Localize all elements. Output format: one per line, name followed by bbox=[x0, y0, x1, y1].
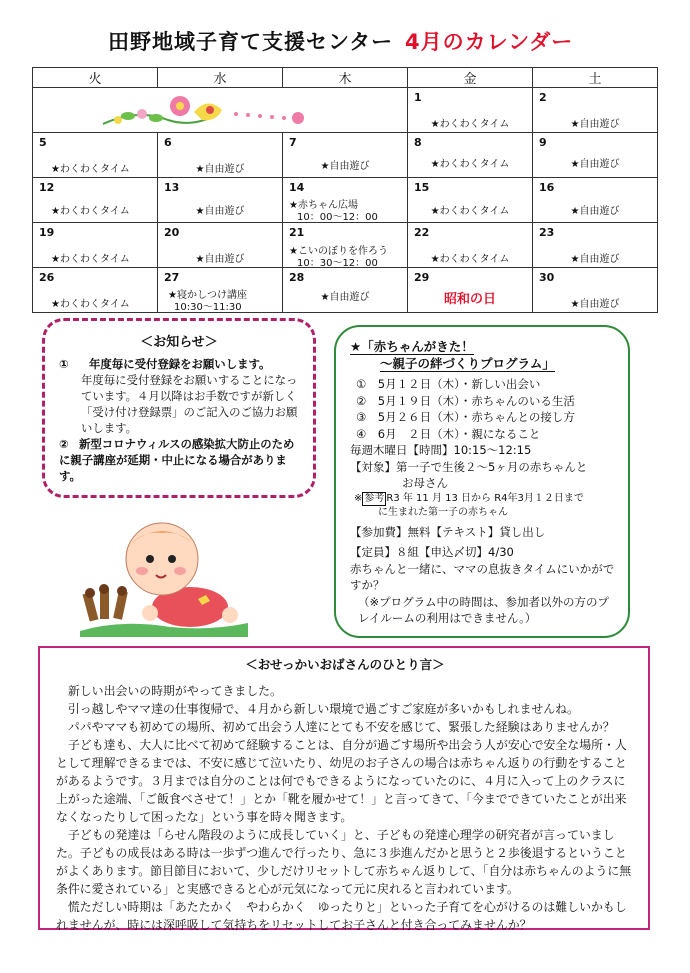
flower-vine-illustration bbox=[98, 90, 328, 130]
essay-paragraph: 慌ただしい時期は「あたたかく やわらかく ゆったりと」といった子育てを心がけるのは難しいかもしれませんが、時には深呼吸して気持ちをリセットしてお子さんと付き合ってみませんか？ bbox=[56, 900, 627, 932]
weekday-sat: 土 bbox=[533, 68, 658, 88]
day-event-time: 10:30～11:30 bbox=[174, 302, 242, 313]
calendar-day-cell bbox=[158, 178, 283, 223]
notice-item-body: 年度毎に受付登録をお願いすることになっています。４月以降はお手数ですが新しく「受け付け登録票」のご記入のご協力お願いします。 bbox=[81, 373, 298, 435]
program-schedule: 毎週木曜日【時間】10:15～12:15 bbox=[350, 443, 532, 457]
calendar-week-row bbox=[33, 268, 658, 313]
holiday-label: 昭和の日 bbox=[443, 292, 496, 307]
day-event-time: 10：00～12：00 bbox=[297, 212, 378, 223]
notice-item-registration bbox=[59, 356, 299, 436]
notice-item-covid bbox=[59, 436, 299, 484]
calendar-day-cell bbox=[283, 268, 408, 313]
day-event: ★わくわくタイム bbox=[430, 206, 510, 217]
notice-item-body: 新型コロナウィルスの感染拡大防止のために親子講座が延期・中止になる場合があります。 bbox=[59, 437, 295, 483]
calendar-day-cell bbox=[33, 178, 158, 223]
notice-item-number: ② bbox=[59, 437, 69, 451]
calendar-week-row bbox=[33, 178, 658, 223]
calendar-day-cell bbox=[158, 268, 283, 313]
calendar-day-cell bbox=[533, 133, 658, 178]
notice-item-heading: 年度毎に受付登録をお願いします。 bbox=[89, 357, 271, 371]
day-event: ★自由遊び bbox=[320, 292, 370, 303]
day-number: 30 bbox=[539, 271, 555, 284]
notice-box bbox=[42, 318, 316, 498]
day-event: ★わくわくタイム bbox=[51, 254, 130, 265]
weekday-thu: 木 bbox=[283, 68, 408, 88]
calendar-day-cell bbox=[158, 223, 283, 268]
day-event: ★自由遊び bbox=[320, 161, 370, 172]
day-number: 7 bbox=[289, 136, 297, 149]
calendar-day-cell bbox=[408, 88, 533, 133]
page-header bbox=[0, 26, 690, 60]
calendar-day-cell bbox=[408, 178, 533, 223]
calendar-day-cell bbox=[283, 178, 408, 223]
calendar-day-cell bbox=[33, 133, 158, 178]
day-event: ★わくわくタイム bbox=[51, 206, 130, 217]
calendar-title: 4月のカレンダー bbox=[405, 30, 574, 54]
calendar-day-cell bbox=[283, 223, 408, 268]
essay-paragraph: 子どもの発達は「らせん階段のように成長していく」と、子どもの発達心理学の研究者が言っていました。子どもの成長はある時は一歩ずつ進んで行ったり、急に３歩進んだかと思うと２歩後退するということがよくあります。節目節目において、少しだけリセットして赤ちゃん返りして、「自分は赤ちゃんのように無条件に愛されている」と実感できると心が元気になって元に戻れると言われています。 bbox=[56, 828, 632, 896]
day-number: 29 bbox=[414, 271, 430, 284]
essay-paragraph: 新しい出会いの時期がやってきました。 bbox=[67, 684, 282, 698]
day-number: 15 bbox=[414, 181, 430, 194]
day-number: 26 bbox=[39, 271, 55, 284]
day-event: ★こいのぼりを作ろう bbox=[289, 246, 388, 257]
day-number: 20 bbox=[164, 226, 180, 239]
reference-mark: ※ bbox=[354, 492, 363, 504]
center-title: 田野地域子育て支援センター bbox=[108, 30, 394, 54]
day-number: 14 bbox=[289, 181, 305, 194]
weekday-fri: 金 bbox=[408, 68, 533, 88]
program-target: 【対象】第一子で生後２～5ヶ月の赤ちゃんと bbox=[350, 459, 588, 474]
program-title: ★「赤ちゃんがきた！ bbox=[350, 339, 474, 354]
day-number: 12 bbox=[39, 181, 55, 194]
day-event: ★寝かしつけ講座 bbox=[168, 290, 247, 301]
program-reference bbox=[350, 492, 618, 506]
day-event: ★自由遊び bbox=[195, 254, 245, 265]
day-number: 21 bbox=[289, 226, 305, 239]
day-event: ★自由遊び bbox=[570, 299, 620, 310]
program-session: ① 5月１２日（木）・新しい出会い bbox=[356, 377, 541, 391]
day-event: ★わくわくタイム bbox=[430, 254, 510, 265]
day-number: 6 bbox=[164, 136, 172, 149]
day-number: 8 bbox=[414, 136, 422, 149]
program-fee: 【参加費】無料【テキスト】貸し出し bbox=[350, 524, 546, 539]
calendar-day-cell bbox=[408, 223, 533, 268]
essay-paragraph: 引っ越しやママ達の仕事復帰で、４月から新しい環境で過ごすご家庭が多いかもしれませんね。 bbox=[67, 702, 579, 716]
calendar-day-cell bbox=[533, 268, 658, 313]
calendar-day-cell bbox=[283, 133, 408, 178]
day-number: 9 bbox=[539, 136, 547, 149]
program-tagline: 赤ちゃんと一緒に、ママの息抜きタイムにいかがですか？ bbox=[350, 561, 615, 592]
day-number: 22 bbox=[414, 226, 430, 239]
reference-label: 参考 bbox=[364, 492, 385, 504]
program-session: ④ 6月 ２日（木）・親になること bbox=[356, 426, 541, 441]
day-event: ★赤ちゃん広場 bbox=[289, 200, 358, 211]
program-target-cont: お母さん bbox=[402, 476, 448, 490]
calendar-day-cell bbox=[158, 133, 283, 178]
calendar-day-cell bbox=[533, 223, 658, 268]
day-number: 28 bbox=[289, 271, 305, 284]
day-number: 1 bbox=[414, 91, 422, 104]
program-subtitle: ～親子の絆づくりプログラム」 bbox=[380, 355, 555, 371]
reference-text: R3 年 11 月 13 日から R4年3月１２日まで bbox=[386, 492, 584, 504]
day-event: ★自由遊び bbox=[570, 119, 620, 130]
essay-box bbox=[38, 646, 650, 930]
day-number: 19 bbox=[39, 226, 55, 239]
notice-title: ＜お知らせ＞ bbox=[140, 335, 218, 350]
day-number: 16 bbox=[539, 181, 555, 194]
baby-program-box bbox=[334, 325, 630, 638]
program-session: ② 5月１９日（木）・赤ちゃんのいる生活 bbox=[356, 393, 575, 408]
day-event-time: 10：30～12：00 bbox=[297, 258, 378, 269]
day-number: 2 bbox=[539, 91, 547, 104]
weekday-header-row bbox=[33, 68, 658, 88]
day-event: ★わくわくタイム bbox=[430, 159, 510, 170]
essay-title: ＜おせっかいおばさんのひとり言＞ bbox=[245, 657, 445, 672]
calendar-day-cell bbox=[33, 268, 158, 313]
day-number: 5 bbox=[39, 136, 47, 149]
crawling-baby-illustration bbox=[80, 515, 250, 645]
calendar-day-cell bbox=[408, 133, 533, 178]
notice-item-number: ① bbox=[59, 357, 69, 371]
day-event: ★自由遊び bbox=[195, 206, 245, 217]
program-session: ③ 5月２６日（木）・赤ちゃんとの接し方 bbox=[356, 410, 575, 424]
day-event: ★自由遊び bbox=[570, 159, 620, 170]
calendar-day-cell bbox=[533, 178, 658, 223]
day-event: ★わくわくタイム bbox=[430, 119, 510, 130]
day-event: ★わくわくタイム bbox=[51, 164, 130, 175]
day-number: 13 bbox=[164, 181, 180, 194]
program-reference-cont: に生まれた第一子の赤ちゃん bbox=[378, 506, 508, 518]
day-event: ★自由遊び bbox=[570, 254, 620, 265]
essay-paragraph: パパやママも初めての場所、初めて出会う人達にとても不安を感じて、緊張した経験はありませんか？ bbox=[67, 720, 615, 734]
day-event: ★自由遊び bbox=[195, 164, 245, 175]
weekday-tue: 火 bbox=[33, 68, 158, 88]
calendar-day-cell bbox=[408, 268, 533, 313]
calendar-week-row bbox=[33, 223, 658, 268]
day-number: 23 bbox=[539, 226, 555, 239]
program-caution: （※プログラム中の時間は、参加者以外の方のプレイルームの利用はできません。） bbox=[358, 594, 610, 625]
day-number: 27 bbox=[164, 271, 180, 284]
day-event: ★わくわくタイム bbox=[51, 299, 130, 310]
weekday-wed: 水 bbox=[158, 68, 283, 88]
essay-paragraph: 子ども達も、大人に比べて初めて経験することは、自分が過ごす場所や出会う人が安心で安全な場所・人として理解できるまでは、不安に感じて泣いたり、幼児のお子さんの場合は赤ちゃん返りの行動をすることがあるようです。３月までは自分のことは何でもできるようになっていたのに、４月に入って上のクラスに上がった途端、「ご飯食べさせて！」とか「靴を履かせて！」と言ってきて、「今までできていたことが出来なくなったりして困ったな」という事を時々聞きます。 bbox=[56, 738, 627, 824]
calendar-day-cell bbox=[533, 88, 658, 133]
calendar-day-cell bbox=[33, 223, 158, 268]
calendar-week-row bbox=[33, 133, 658, 178]
day-event: ★自由遊び bbox=[570, 206, 620, 217]
program-capacity: 【定員】８組【申込〆切】4/30 bbox=[350, 545, 514, 559]
